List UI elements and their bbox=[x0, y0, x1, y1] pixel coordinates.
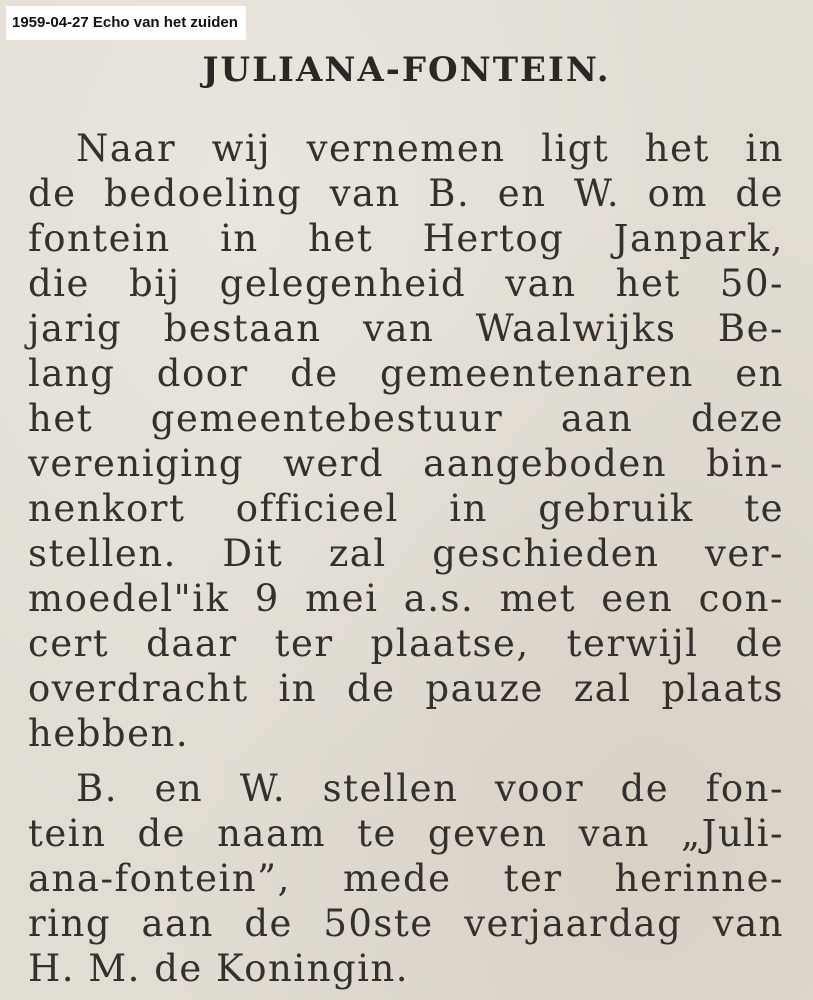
article-line: het gemeentebestuur aan deze bbox=[28, 397, 784, 440]
article-line: hebben. bbox=[28, 712, 190, 755]
article-line: moedel"ik 9 mei a.s. met een con- bbox=[28, 577, 784, 620]
article-headline: JULIANA-FONTEIN. bbox=[202, 50, 611, 90]
article-line: nenkort officieel in gebruik te bbox=[28, 487, 784, 530]
article-line: die bij gelegenheid van het 50- bbox=[28, 262, 784, 305]
article-line: stellen. Dit zal geschieden ver- bbox=[28, 532, 784, 575]
article-line: jarig bestaan van Waalwijks Be- bbox=[28, 307, 784, 350]
article-line: overdracht in de pauze zal plaats bbox=[28, 667, 784, 710]
article-line: de bedoeling van B. en W. om de bbox=[28, 172, 784, 215]
article-line: tein de naam te geven van „Juli- bbox=[28, 812, 784, 855]
clipping-caption: 1959-04-27 Echo van het zuiden bbox=[6, 6, 246, 40]
article-line: fontein in het Hertog Janpark, bbox=[28, 217, 784, 260]
article-line: vereniging werd aangeboden bin- bbox=[28, 442, 784, 485]
article-line: H. M. de Koningin. bbox=[28, 947, 410, 990]
article-line: Naar wij vernemen ligt het in bbox=[76, 127, 784, 170]
article-line: lang door de gemeentenaren en bbox=[28, 352, 784, 395]
article-line: cert daar ter plaatse, terwijl de bbox=[28, 622, 784, 665]
article-line: B. en W. stellen voor de fon- bbox=[76, 767, 784, 810]
article-line: ana-fontein”, mede ter herinne- bbox=[28, 857, 784, 900]
article-line: ring aan de 50ste verjaardag van bbox=[28, 902, 784, 945]
